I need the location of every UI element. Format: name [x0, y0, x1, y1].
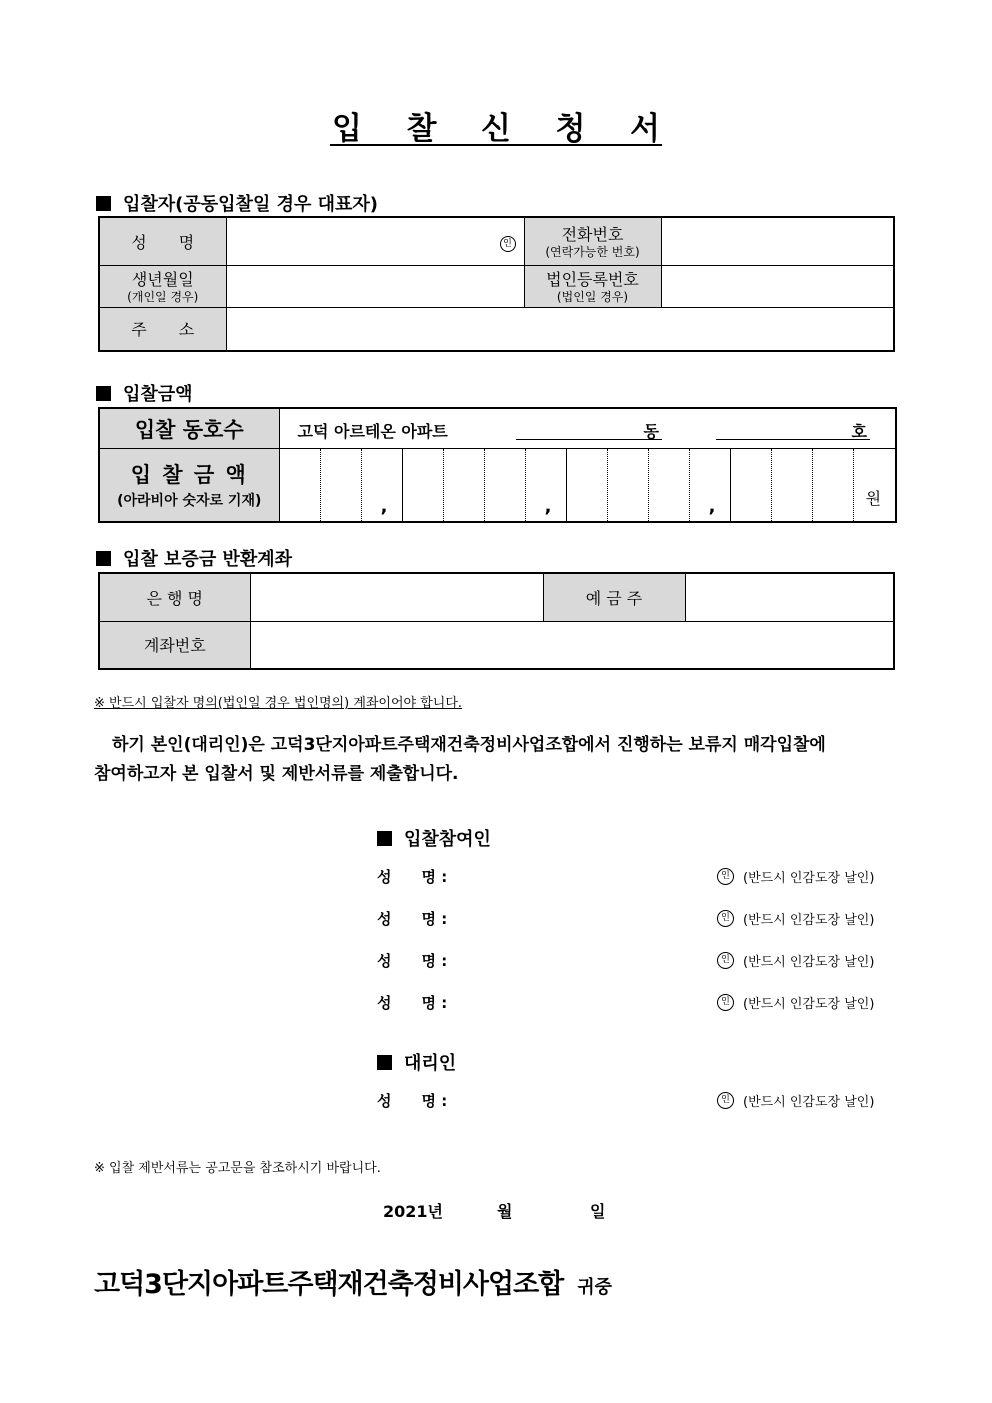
corp-label: 법인등록번호 — [546, 270, 639, 289]
digit-cell[interactable] — [443, 449, 484, 522]
phone-label-cell — [524, 217, 661, 265]
name-input-cell[interactable] — [226, 217, 524, 265]
date-month: 월 — [497, 1202, 513, 1221]
recipient-name: 고덕3단지아파트주택재건축정비사업조합 — [94, 1269, 564, 1300]
amount-label: 입 찰 금 액 — [130, 463, 248, 488]
square-bullet-icon — [96, 196, 111, 211]
section-bidder-label: 입찰자(공동입찰일 경우 대표자) — [123, 194, 379, 215]
apartment-name: 고덕 아르테온 아파트 — [297, 422, 448, 441]
account-number-input-cell[interactable] — [250, 621, 894, 669]
section-amount-label: 입찰금액 — [123, 384, 193, 405]
dong-underline — [516, 439, 662, 440]
digit-cell[interactable] — [525, 449, 566, 522]
seal-note: (반드시 인감도장 날인) — [743, 871, 875, 886]
title-char: 찰 — [406, 110, 437, 147]
birth-label: 생년월일 — [131, 270, 194, 289]
section-account-heading — [96, 545, 292, 571]
digit-cell[interactable] — [566, 449, 607, 522]
birth-sublabel: (개인일 경우) — [127, 290, 199, 304]
digit-cell[interactable] — [812, 449, 853, 522]
declaration-line-1: 하기 본인(대리인)은 고덕3단지아파트주택재건축정비사업조합에서 진행하는 보류지 매각입찰에 — [112, 735, 826, 755]
title-char: 입 — [332, 110, 362, 147]
bank-label-cell — [99, 573, 250, 621]
phone-input-cell[interactable] — [661, 217, 894, 265]
digit-cell[interactable] — [361, 449, 402, 522]
seal-note: (반드시 인감도장 날인) — [743, 913, 875, 928]
amount-sublabel: (아라비아 숫자로 기재) — [117, 493, 262, 510]
bidder-table — [98, 216, 895, 352]
recipient-line — [94, 1262, 612, 1301]
digit-cell[interactable] — [320, 449, 361, 522]
section-participants-label: 입찰참여인 — [404, 829, 491, 850]
amount-label-cell — [99, 449, 279, 522]
participant-1-seal[interactable] — [717, 867, 874, 886]
phone-label: 전화번호 — [561, 225, 624, 245]
corp-input-cell[interactable] — [661, 265, 894, 307]
ho-underline — [716, 439, 870, 440]
seal-note: (반드시 인감도장 날인) — [743, 955, 875, 970]
account-note: ※ 반드시 입찰자 명의(법인일 경우 법인명의) 계좌이어야 합니다. — [94, 696, 463, 711]
digit-cell[interactable] — [730, 449, 771, 522]
date-year: 2021년 — [383, 1202, 443, 1221]
section-account-label: 입찰 보증금 반환계좌 — [123, 549, 293, 570]
square-bullet-icon — [377, 1055, 392, 1070]
section-participants-heading — [377, 825, 491, 851]
square-bullet-icon — [96, 551, 111, 566]
seal-icon: 인 — [717, 994, 734, 1011]
documents-note: ※ 입찰 제반서류는 공고문을 참조하시기 바랍니다. — [94, 1161, 381, 1176]
address-label: 주 소 — [131, 320, 195, 340]
phone-sublabel: (연락가능한 번호) — [545, 245, 640, 260]
name-label-cell — [99, 217, 226, 265]
agent-label: 성 명 : — [377, 1092, 448, 1110]
title-char: 신 — [481, 110, 511, 147]
section-agent-label: 대리인 — [404, 1053, 457, 1074]
recipient-suffix: 귀중 — [577, 1277, 613, 1298]
name-label: 성 명 — [131, 232, 195, 252]
participant-3-seal[interactable] — [717, 951, 874, 970]
account-number-label-cell — [99, 621, 250, 669]
unit-input-cell[interactable] — [279, 408, 896, 449]
square-bullet-icon — [96, 386, 111, 401]
digit-cell[interactable] — [648, 449, 689, 522]
document-title — [330, 106, 662, 146]
section-amount-heading — [96, 380, 193, 406]
comma-mark: , — [380, 496, 388, 517]
seal-note: (반드시 인감도장 날인) — [743, 997, 875, 1012]
address-label-cell — [99, 307, 226, 351]
corp-label-cell — [524, 265, 661, 307]
seal-icon: 인 — [717, 1092, 734, 1109]
dong-label: 동 — [643, 422, 659, 441]
won-label: 원 — [865, 489, 882, 508]
holder-label-cell — [543, 573, 685, 621]
digit-cell[interactable] — [771, 449, 812, 522]
unit-label: 입찰 동호수 — [134, 417, 244, 442]
participant-2-seal[interactable] — [717, 909, 874, 928]
digit-cell[interactable] — [607, 449, 648, 522]
won-cell — [853, 449, 896, 522]
seal-note: (반드시 인감도장 날인) — [743, 1095, 875, 1110]
digit-cell[interactable] — [402, 449, 443, 522]
seal-icon: 인 — [717, 952, 734, 969]
corp-sublabel: (법인일 경우) — [556, 290, 629, 304]
account-number-label: 계좌번호 — [143, 636, 206, 656]
address-input-cell[interactable] — [226, 307, 894, 351]
comma-mark: , — [544, 496, 552, 517]
agent-seal[interactable] — [717, 1091, 874, 1110]
participant-4-seal[interactable] — [717, 993, 874, 1012]
title-char: 청 — [555, 110, 586, 147]
account-table — [98, 572, 895, 670]
birth-label-cell — [99, 265, 226, 307]
participant-1-label: 성 명 : — [377, 868, 448, 886]
holder-input-cell[interactable] — [685, 573, 894, 621]
bank-input-cell[interactable] — [250, 573, 543, 621]
declaration-line-2: 참여하고자 본 입찰서 및 제반서류를 제출합니다. — [94, 764, 459, 784]
seal-icon: 인 — [717, 910, 734, 927]
unit-label-cell — [99, 408, 279, 449]
holder-label: 예 금 주 — [585, 588, 643, 608]
participant-4-label: 성 명 : — [377, 994, 448, 1012]
declaration-paragraph — [94, 731, 904, 789]
date-day: 일 — [590, 1202, 606, 1221]
bank-label: 은 행 명 — [146, 588, 204, 608]
participant-3-label: 성 명 : — [377, 952, 448, 970]
section-bidder-heading — [96, 190, 378, 216]
digit-cell[interactable] — [484, 449, 525, 522]
title-char: 서 — [630, 110, 660, 147]
section-agent-heading — [377, 1049, 456, 1075]
digit-cell[interactable] — [689, 449, 730, 522]
amount-table — [98, 407, 897, 523]
ho-label: 호 — [851, 422, 867, 441]
seal-icon: 인 — [717, 868, 734, 885]
digit-cell[interactable] — [279, 449, 320, 522]
birth-input-cell[interactable] — [226, 265, 524, 307]
participant-2-label: 성 명 : — [377, 910, 448, 928]
comma-mark: , — [708, 496, 716, 517]
seal-icon: 인 — [500, 236, 516, 252]
square-bullet-icon — [377, 831, 392, 846]
